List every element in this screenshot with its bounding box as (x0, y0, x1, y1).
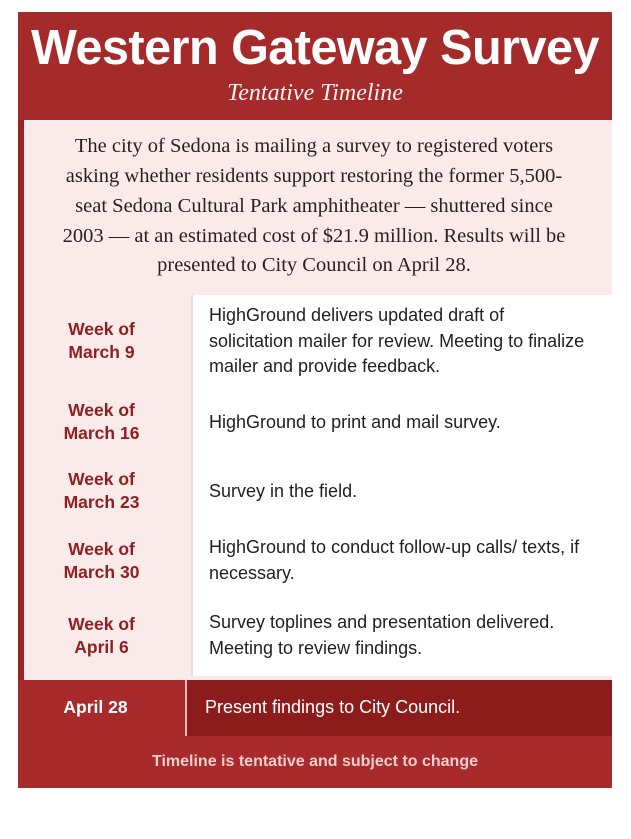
infographic-card (18, 12, 612, 827)
timeline-row-date-line1: Week of (68, 400, 135, 421)
header-banner (18, 12, 612, 120)
timeline-row-date (24, 318, 191, 364)
timeline-row-description: HighGround delivers updated draft of solicitation mailer for review. Meeting to finalize mailer and provide feedback. (209, 305, 585, 377)
timeline-row-date-line1: Week of (68, 319, 135, 340)
timeline-final-row (18, 680, 612, 736)
footer-note: Timeline is tentative and subject to change (151, 752, 478, 770)
page-subtitle: Tentative Timeline (227, 79, 403, 106)
timeline-row-date (24, 613, 191, 659)
timeline-row-description: HighGround to conduct follow-up calls/ texts, if necessary. (209, 537, 580, 583)
timeline-row-date-line2: March 23 (63, 492, 140, 513)
timeline-final-row-date: April 28 (63, 697, 128, 718)
timeline-row-date-line2: April 6 (74, 636, 129, 657)
timeline-rows (24, 295, 612, 676)
timeline-row-date-line2: March 9 (68, 342, 135, 363)
intro-paragraph: The city of Sedona is mailing a survey to registered voters asking whether residents support restoring the former 5,500-seat Sedona Cultural Park amphitheater — shuttered since 2003 — at an estimated cost of $21.9 million. Results will be presented to City Council on April 28. (62, 135, 566, 277)
timeline-row (24, 295, 612, 388)
timeline-section (18, 295, 612, 680)
timeline-row-date-line2: March 16 (63, 423, 140, 444)
timeline-row-date-line2: March 30 (63, 561, 140, 582)
timeline-row (24, 526, 612, 596)
timeline-row (24, 388, 612, 457)
intro-section (18, 120, 612, 295)
timeline-row-date-line1: Week of (68, 613, 135, 634)
timeline-final-row-description: Present findings to City Council. (185, 680, 612, 736)
timeline-row-description: HighGround to print and mail survey. (209, 411, 501, 432)
footer-banner (18, 736, 612, 788)
timeline-row-date (24, 468, 191, 514)
timeline-row-date (24, 538, 191, 584)
timeline-row (24, 596, 612, 676)
timeline-row-description: Survey in the field. (209, 480, 358, 501)
timeline-row-description: Survey toplines and presentation delivered. Meeting to review findings. (209, 612, 555, 658)
timeline-row-date-line1: Week of (68, 469, 135, 490)
page-title: Western Gateway Survey (31, 21, 599, 75)
timeline-row (24, 457, 612, 526)
timeline-row-date (24, 399, 191, 445)
timeline-row-date-line1: Week of (68, 538, 135, 559)
